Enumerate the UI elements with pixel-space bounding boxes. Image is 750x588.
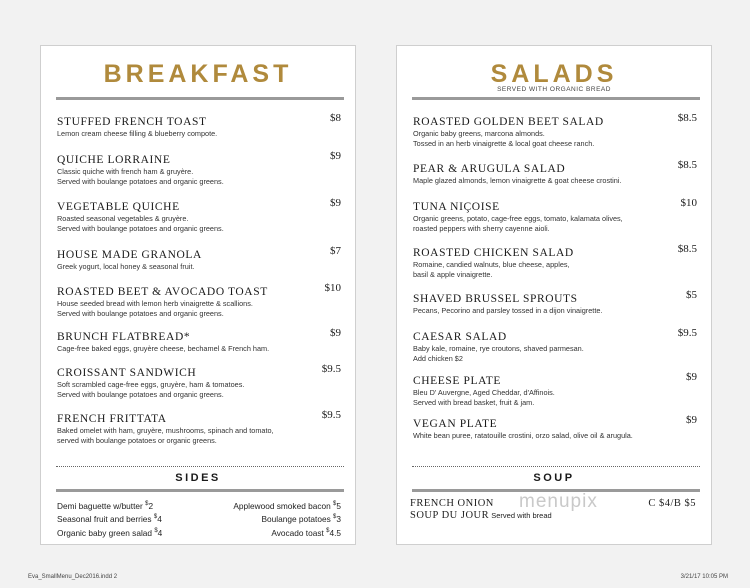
soup-price: C $4/B $5 (648, 498, 696, 509)
menu-item (57, 197, 345, 234)
item-price: $9.5 (677, 327, 697, 339)
sides-right-column (233, 499, 341, 539)
item-desc: Romaine, candied walnuts, blue cheese, apples, (413, 260, 570, 269)
item-name: HOUSE MADE GRANOLA (57, 249, 202, 261)
item-desc: Baby kale, romaine, rye croutons, shaved parmesan. (413, 344, 584, 353)
title-rule (412, 97, 700, 100)
item-price: $5 (686, 289, 697, 301)
menu-item (413, 112, 701, 149)
item-desc: Bleu D' Auvergne, Aged Cheddar, d'Affinois. (413, 388, 555, 397)
item-desc: Organic greens, potato, cage-free eggs, tomato, kalamata olives, (413, 214, 623, 223)
item-desc: Lemon cream cheese filling & blueberry compote. (57, 129, 218, 138)
item-desc: Tossed in an herb vinaigrette & local goat cheese ranch. (413, 139, 595, 148)
menu-item (413, 371, 701, 408)
item-desc: Served with boulange potatoes and organic greens. (57, 177, 224, 186)
menu-item (413, 159, 701, 186)
side-item: Boulange potatoes $3 (261, 514, 341, 525)
item-name: ROASTED BEET & AVOCADO TOAST (57, 286, 268, 298)
soup-name: FRENCH ONION (410, 498, 494, 509)
item-name: VEGAN PLATE (413, 418, 498, 430)
item-desc: Served with boulange potatoes and organic greens. (57, 309, 224, 318)
item-desc: Cage-free baked eggs, gruyère cheese, bechamel & French ham. (57, 344, 270, 353)
item-desc: Maple glazed almonds, lemon vinaigrette & goat cheese crostini. (413, 176, 622, 185)
item-desc: basil & apple vinaigrette. (413, 270, 493, 279)
item-name: ROASTED GOLDEN BEET SALAD (413, 116, 604, 128)
footer-file: Eva_SmallMenu_Dec2016.indd 2 (28, 574, 118, 580)
item-desc: Pecans, Pecorino and parsley tossed in a dijon vinaigrette. (413, 306, 603, 315)
side-item: Applewood smoked bacon $5 (233, 500, 341, 511)
sides-left-column (57, 499, 162, 539)
menu-item (57, 409, 345, 446)
item-name: VEGETABLE QUICHE (57, 201, 180, 213)
item-name: FRENCH FRITTATA (57, 413, 167, 425)
item-price: $8.5 (677, 243, 697, 255)
footer-date: 3/21/17 10:05 PM (680, 574, 728, 580)
sides-rule (56, 489, 344, 492)
menu-item (57, 150, 345, 187)
item-name: CROISSANT SANDWICH (57, 367, 197, 379)
salads-subtitle: SERVED WITH ORGANIC BREAD (497, 86, 611, 93)
menu-item (57, 327, 345, 354)
sides-title: SIDES (175, 472, 221, 484)
soup-title: SOUP (533, 472, 575, 484)
item-name: TUNA NIÇOISE (413, 201, 500, 213)
item-desc: Served with boulange potatoes and organic greens. (57, 224, 224, 233)
dotted-divider (412, 466, 700, 467)
menu-item (57, 363, 345, 400)
menu-item (57, 282, 345, 319)
watermark-logo: menupix (519, 491, 598, 512)
menu-item (413, 414, 701, 441)
item-desc: Add chicken $2 (413, 354, 463, 363)
item-name: CHEESE PLATE (413, 375, 502, 387)
menu-item (57, 112, 345, 139)
item-name: QUICHE LORRAINE (57, 154, 171, 166)
item-price: $9 (330, 197, 341, 209)
item-desc: White bean puree, ratatouille crostini, orzo salad, olive oil & arugula. (413, 431, 633, 440)
dotted-divider (56, 466, 344, 467)
item-desc: Baked omelet with ham, gruyère, mushrooms, spinach and tomato, (57, 426, 274, 435)
item-price: $10 (324, 282, 341, 294)
menu-item (413, 243, 701, 280)
item-name: CAESAR SALAD (413, 331, 507, 343)
item-price: $9 (686, 414, 697, 426)
item-name: STUFFED FRENCH TOAST (57, 116, 207, 128)
item-name: ROASTED CHICKEN SALAD (413, 247, 574, 259)
salads-panel (396, 45, 712, 545)
item-desc: roasted peppers with sherry cayenne aioli. (413, 224, 550, 233)
item-price: $9 (686, 371, 697, 383)
item-desc: Served with boulange potatoes and organic greens. (57, 390, 224, 399)
item-name: BRUNCH FLATBREAD* (57, 331, 191, 343)
menu-item (413, 289, 701, 316)
item-price: $9 (330, 327, 341, 339)
title-rule (56, 97, 344, 100)
item-price: $8.5 (677, 159, 697, 171)
item-desc: Greek yogurt, local honey & seasonal fruit. (57, 262, 195, 271)
item-desc: Classic quiche with french ham & gruyère. (57, 167, 194, 176)
menu-item (413, 197, 701, 234)
side-item: Demi baguette w/butter $2 (57, 500, 154, 511)
item-desc: Soft scrambled cage-free eggs, gruyère, ham & tomatoes. (57, 380, 245, 389)
breakfast-panel (40, 45, 356, 545)
item-desc: Roasted seasonal vegetables & gruyère. (57, 214, 189, 223)
item-desc: served with boulange potatoes or organic greens. (57, 436, 217, 445)
side-item: Avocado toast $4.5 (271, 527, 341, 538)
breakfast-title: BREAKFAST (103, 60, 293, 88)
menu-item (413, 327, 701, 364)
item-desc: Served with bread basket, fruit & jam. (413, 398, 535, 407)
item-price: $7 (330, 245, 341, 257)
item-desc: House seeded bread with lemon herb vinaigrette & scallions. (57, 299, 253, 308)
salads-title: SALADS (490, 60, 618, 88)
item-price: $9.5 (321, 409, 341, 421)
item-name: PEAR & ARUGULA SALAD (413, 163, 566, 175)
soup-name: SOUP DU JOUR (410, 510, 490, 521)
side-item: Organic baby green salad $4 (57, 527, 163, 538)
soup-note: Served with bread (489, 511, 552, 520)
item-desc: Organic baby greens, marcona almonds. (413, 129, 545, 138)
item-price: $9.5 (321, 363, 341, 375)
menu-item (57, 245, 345, 272)
item-price: $8.5 (677, 112, 697, 124)
item-price: $9 (330, 150, 341, 162)
side-item: Seasonal fruit and berries $4 (57, 514, 162, 525)
item-name: SHAVED BRUSSEL SPROUTS (413, 293, 578, 305)
item-price: $10 (680, 197, 697, 209)
item-price: $8 (330, 112, 341, 124)
